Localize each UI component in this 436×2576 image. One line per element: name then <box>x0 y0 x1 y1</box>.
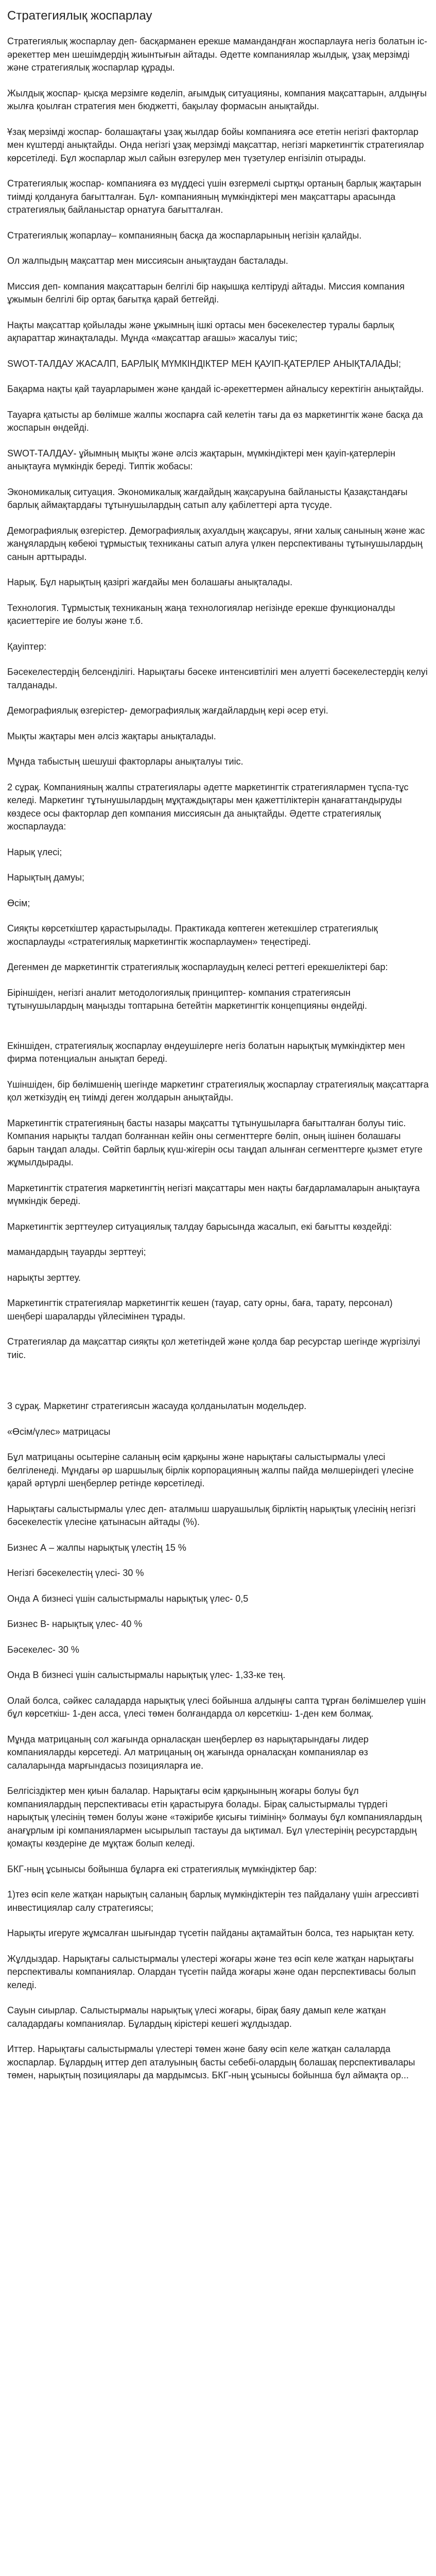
paragraph: Тауарға қатысты ар бөлімше жалпы жоспарға сай келетін тағы да өз маркетингтік және басқа да жоспарын өндейді. <box>7 409 423 433</box>
paragraph: Маркетингтік стратегияның басты назары мақсатты тұтынушыларға бағытталған болуы тиіс. Компания нарықты талдап болғаннан кейін оны сегменттерге бөліп, оның ішінен болашағы барын таңдап алады. Сөйтіп барлық күш-жігерін осы таңдап алынған сегменттерге қызмет етуге жұмылдырады. <box>7 1117 423 1167</box>
paragraph: Миссия деп- компания мақсаттарын белгілі бір нақышқа келтірудi айтады. Миссия компания ұжымын белгілі бір ортақ бағытқа қарай бетгейді. <box>7 281 405 304</box>
paragraph: Маркетингтік зерттеулер ситуациялық талдау барысында жасалып, екі бағытты көздейді: <box>7 1221 392 1232</box>
paragraph: БКГ-ның ұсынысы бойынша бұларға екі стратегиялық мүмкіндіктер бар: <box>7 1863 317 1874</box>
paragraph: Онда В бизнесі үшін салыстырмалы нарықтық үлес- 1,33-ке тең. <box>7 1670 286 1680</box>
paragraph: Ұзақ мерзімді жоспар- болашақтағы ұзақ жылдар бойы компанияға әсе ететін негізгі факторлар мен күштердi анықтайды. Онда негізгі ұзақ мерзімді мақсаттар, негізгі маркетингтік стратегиялар көрсетіледі. Бұл жоспарлар жыл сайын өзгерулер мен түзетулер енгізіліп отырады. <box>7 126 424 163</box>
paragraph: Нарық үлесі; <box>7 846 62 857</box>
paragraph: Стратегиялар да мақсаттар сияқты қол жететіндей және қолда бар ресурстар шегінде жүргізілуі тиіс. <box>7 1336 421 1360</box>
document-body <box>7 35 429 2082</box>
paragraph: Мықты жақтары мен әлсіз жақтары анықталады. <box>7 731 216 741</box>
paragraph: Стратегиялық жопарлау– компанияның басқа да жоспарларының негізін қалайды. <box>7 230 362 241</box>
paragraph: 1)тез өсіп келе жатқан нарықтың саланың барлық мүмкіндіктерін тез пайдалану үшін агрессивті инвестициялар салу стратегиясы; <box>7 1889 419 1913</box>
paragraph: Нарықтың дамуы; <box>7 872 84 883</box>
paragraph: «Өсім/үлес» матрицасы <box>7 1426 111 1437</box>
paragraph: Жұлдыздар. Нарықтағы салыстырмалы үлестерi жоғары және тез өсiп келе жатқан нарықтағы перспективалы компаниялар. Олардан түсетiн пайда жоғары және одан перспективасы болып келеді. <box>7 1953 416 1990</box>
paragraph: Бизнес В- нарықтық үлес- 40 % <box>7 1619 143 1629</box>
paragraph: Бәсекелестердің белсенділігі. Нарықтағы бәсеке интенсивтілігі мен алуетті бәсекелестердің келуі талданады. <box>7 667 428 690</box>
paragraph: Нақты мақсаттар қойылады және ұжымның ішкі ортасы мен бәсекелестер туралы барлық ақпараттар жинақталады. Мұнда «мақсаттар ағашы» жасалуы тиіс; <box>7 319 394 343</box>
paragraph: Дегенмен де маркетингтік стратегиялық жоспарлаудың келесі реттегі ерекшеліктері бар: <box>7 962 388 972</box>
paragraph: SWOT-ТАЛДАУ ЖАСАЛП, БАРЛЫҚ МҮМКІНДІКТЕР МЕН ҚАУІП-ҚАТЕРЛЕР АНЫҚТАЛАДЫ; <box>7 358 401 369</box>
paragraph: Стратегиялық жоспарлау деп- басқарманен ерекше мамандандған жоспарлауға негіз болатын іс-әрекеттер мен шешімдердің жиынтығын айтады. Әдетте компаниялар жылдық, ұзақ мерзімді және стратегиялық жоспарлар құрады. <box>7 36 428 73</box>
paragraph: Иттер. Нарықтағы салыстырмалы үлестерi төмен және баяу өсiп келе жатқан салаларда жоспарлар. Бұлардың иттер деп аталуының басты себебi-олардың болашақ перспективалары төмен, нарықтың позициялары да мардымсыз. БКГ-ның ұсынысы бойынша бұл аймақта ор... <box>7 2044 415 2080</box>
paragraph: Нарықты игеруге жұмсалған шығындар түсетiн пайданы ақтамайтын болса, тез нарықтан кету. <box>7 1928 414 1938</box>
paragraph: Демографиялық өзгерістер. Демографиялық ахуалдың жақсаруы, яғни халық санының және жас жанұялардың көбеюі тұрмыстық техниканы сатып алуға үлкен перспективаны тұтынушылардың санын арттырады. <box>7 525 425 562</box>
paragraph: Экономикалық ситуация. Экономикалық жағдайдың жақсаруына байланысты Қазақстандағы барлық аймақтардағы тұтынушылардың сатып алу қабілеттері арта түсуде. <box>7 486 408 510</box>
paragraph: Бақарма нақты қай тауарларымен және қандай іс-әрекеттермен айналысу керектігін анықтайды. <box>7 384 424 394</box>
paragraph: Маркетингтік стратегиялар маркетингтік кешен (тауар, сату орны, баға, тарату, персонал) шеңбері шараларды үйлесімінен тұрады. <box>7 1298 393 1321</box>
paragraph: Маркетингтік стратегия маркетингтің негізгі мақсаттары мен нақты бағдарламаларын анықтауға мүмкіндік береді. <box>7 1182 420 1206</box>
paragraph: Нарықтағы салыстырмалы үлес деп- аталмыш шаруашылық бiрлiктiң нарықтық үлесiнiң негізгi бәсекелестiк үлесіне қатынасын айтады (%). <box>7 1503 416 1527</box>
paragraph: Бизнес А – жалпы нарықтық үлестің 15 % <box>7 1542 186 1553</box>
paragraph: SWOT-ТАЛДАУ- ұйымның мықты және әлсіз жақтарын, мүмкіндіктері мен қауіп-қатерлерін анықтауға мүмкіндік береді. Типтік жобасы: <box>7 448 395 471</box>
paragraph: Ол жалпыдың мақсаттар мен миссиясын анықтаудан басталады. <box>7 256 288 266</box>
paragraph: Бұл матрицаны осытерiне саланың өсім қарқыны және нарықтағы салыстырмалы үлесі белгiленеді. Мұндағы әр шаршылық бiрлiк корпорацияның жалпы пайда мөлшеріндегі үлесіне қарай әртүрлі шеңберлер ретінде көрсетіледі. <box>7 1452 414 1488</box>
paragraph: Белгісіздіктер мен қиын балалар. Нарықтағы өсім қарқынының жоғары болуы бұл компаниялардың перспективасы етiн қарастыруға болады. Бiрақ салыстырмалы түрдегі нарықтық үлесінің төмен болуы және «тәжірибе қисығы тиімінің» болмауы бұл компаниялардың анағұрлым iрi компаниялармен ысырылып тастауы да ықтимал. Бұл үлестерiнiң ресурстардың қомақты көздерiне де мұқтаж болып келеді. <box>7 1786 422 1849</box>
paragraph: Нарық. Бұл нарықтың қазіргі жағдайы мен болашағы анықталады. <box>7 577 293 587</box>
paragraph: Негізгі бәсекелестің үлесі- 30 % <box>7 1568 144 1578</box>
paragraph: 3 сұрақ. Маркетинг стратегиясын жасауда қолданылатын модельдер. <box>7 1401 307 1411</box>
paragraph: Жылдық жоспар- қысқа мерзімге көделіп, ағымдық ситуацияны, компания мақсаттарын, алдыңғы жылға қоылған стратегия мен бюджеттi, бақылау формасын анықтайды. <box>7 88 427 111</box>
page-title: Стратегиялық жоспарлау <box>7 9 152 23</box>
paragraph: Технология. Тұрмыстық техниканың жаңа технологиялар негізінде ерекше функционалды қасиеттеріге ие болуы және т.б. <box>7 602 395 626</box>
paragraph: Сияқты көрсеткіштер қарастырылады. Практикада көптеген жетекшілер стратегиялық жоспарлауды «стратегиялық маркетингтік жоспарлаумен» теңестіреді. <box>7 923 378 947</box>
paragraph: Мұнда матрицаның сол жағында орналасқан шеңберлер өз нарықтарындағы лидер компанияларды көрсетеді. Ал матрицаның оң жағында орналасқан компаниялар өз салаларында марғындасыз позицияларға ие. <box>7 1734 369 1771</box>
paragraph: Сауын сиырлар. Салыстырмалы нарықтық үлесi жоғары, бiрақ баяу дамып келе жатқан саладардағы компаниялар. Бұлардың кiрiстерi кешегi жұлдыздар. <box>7 2005 386 2029</box>
paragraph: нарықты зерттеу. <box>7 1272 81 1283</box>
paragraph: Қауіптер: <box>7 641 47 652</box>
paragraph: мамандардың тауарды зерттеуі; <box>7 1247 146 1257</box>
paragraph: Үшіншіден, бір бөлімшенің шегінде маркетинг стратегиялық жоспарлау стратегиялық мақсаттарға қол жеткізудің ең тиімді деген жолдарын анықтайды. <box>7 1079 429 1103</box>
paragraph: Онда А бизнесі үшін салыстырмалы нарықтық үлес- 0,5 <box>7 1593 249 1604</box>
paragraph: Екіншіден, стратегиялық жоспарлау өндеушілерге негіз болатын нарықтық мүмкіндіктер мен фирма потенциалын анықтап береді. <box>7 1040 405 1064</box>
paragraph: Олай болса, сәйкес саладарда нарықтық үлесі бойынша алдыңғы сапта тұрған бөлімшелер үшін бұл көрсеткіш- 1-ден асса, үлесі төмен болғандарда ол көрсеткіш- 1-ден кем болмақ. <box>7 1695 426 1719</box>
paragraph: Мұнда табыстың шешуші факторлары анықталуы тиіс. <box>7 756 243 767</box>
paragraph: Біріншіден, негізгі аналит методологиялық принциптер- компания стратегиясын тұтынушылардың маңызды топтарына бетейтін маркетингтік концепцияны өндейді. <box>7 987 368 1011</box>
paragraph: 2 сұрақ. Компанияның жалпы стратегиялары әдетте маркетингтік стратегиялармен тұспа-тұс келеді. Маркетинг тұтынушылардың мұқтаждықтары мен қажеттіліктерін қанағаттандыруды көздесе осы факторлар деп компания миссиясын да анықтайды. Әдетте стратегиялық жоспарлауда: <box>7 782 409 832</box>
paragraph: Өсім; <box>7 897 30 908</box>
paragraph: Стратегиялық жоспар- компанияға өз мүддесі үшін өзгермелі сыртқы ортаның барлық жақтарын тиімді қолдануға бағытталған. Бұл- компанияның мүмкіндіктері мен мақсаттары арасында стратегиялық байланыстар орнатуға бағытталған. <box>7 178 422 215</box>
paragraph: Бәсекелес- 30 % <box>7 1644 79 1655</box>
paragraph: Демографиялық өзгерістер- демографиялық жағдайлардың кері әсер етуі. <box>7 705 328 716</box>
